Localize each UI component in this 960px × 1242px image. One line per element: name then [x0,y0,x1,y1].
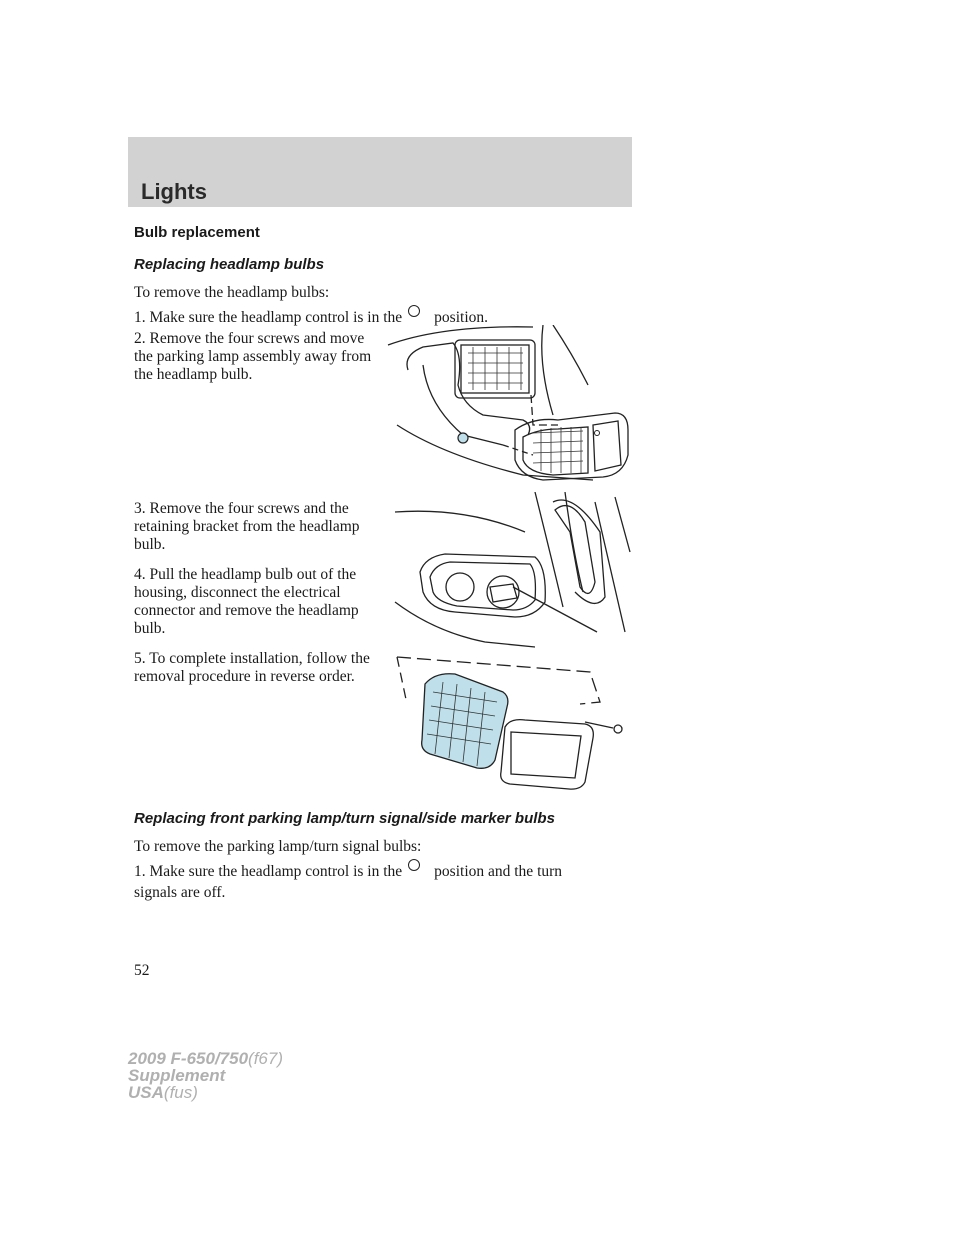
headlamp-step-5: 5. To complete installation, follow the removal procedure in reverse order. [134,650,370,685]
headlamp-off-icon [408,859,420,871]
parking-subtitle: Replacing front parking lamp/turn signal/side marker bulbs [134,810,555,827]
footer-model: 2009 F-650/750 [128,1049,249,1068]
headlamp-step-2: 2. Remove the four screws and move the parking lamp assembly away from the headlamp bulb. [134,330,372,383]
parking-step-1-continued: signals are off. [134,884,226,901]
step-text: position. [434,309,488,326]
section-title: Bulb replacement [134,224,260,241]
footer-model-line [128,1050,283,1067]
footer-edition: Supplement [128,1066,226,1085]
headlamp-step-1 [134,305,488,327]
footer-region: USA [128,1083,164,1102]
headlamp-off-icon [408,305,420,317]
parking-step-1 [134,859,562,881]
step-text: 1. Make sure the headlamp control is in the [134,863,403,880]
footer-region-code: (fus) [163,1083,198,1102]
document-footer [128,1050,283,1101]
step-text: 1. Make sure the headlamp control is in the [134,309,403,326]
headlamp-step-4: 4. Pull the headlamp bulb out of the housing, disconnect the electrical connector and remove the headlamp bulb. [134,566,359,637]
headlamp-step-3: 3. Remove the four screws and the retaining bracket from the headlamp bulb. [134,500,360,553]
headlamp-removal-illustration [385,492,635,790]
parking-lamp-illustration [383,325,635,495]
headlamp-subtitle: Replacing headlamp bulbs [134,256,325,273]
parking-intro: To remove the parking lamp/turn signal bulbs: [134,838,422,855]
page-number: 52 [134,962,150,979]
step-text: position and the turn [434,863,563,880]
headlamp-intro: To remove the headlamp bulbs: [134,284,330,301]
footer-model-code: (f67) [248,1049,284,1068]
chapter-header [128,137,632,207]
chapter-title: Lights [141,179,207,204]
footer-region-line [128,1084,283,1101]
